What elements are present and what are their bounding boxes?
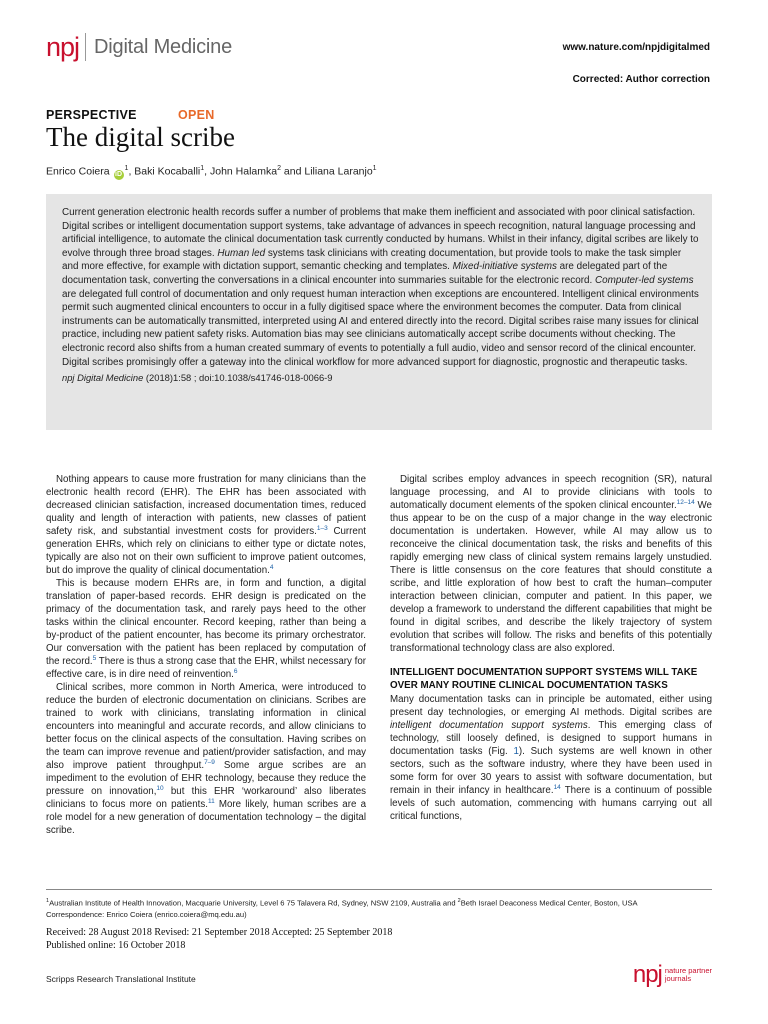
- reference-link[interactable]: 7–9: [204, 759, 215, 767]
- journal-name: Digital Medicine: [94, 36, 233, 58]
- italic-term: intelligent documentation support systems: [390, 720, 588, 732]
- journal-url-link[interactable]: www.nature.com/npjdigitalmed: [562, 42, 710, 53]
- body-left-column: [46, 473, 366, 837]
- citation-journal: npj Digital Medicine: [62, 372, 144, 384]
- reference-link[interactable]: 11: [207, 798, 215, 806]
- abstract-segment: systems task clinicians with creating documentation, but provide tools to make the task simpler and more effective, for example with dictation support, semantic checking and templates.: [62, 247, 682, 273]
- abstract-italic: Computer-led systems: [594, 274, 694, 286]
- npj-logo-text: npj: [632, 961, 662, 988]
- body-paragraph: [46, 577, 366, 681]
- reference-link[interactable]: 14: [553, 784, 561, 792]
- affiliation-text: Australian Institute of Health Innovation, Macquarie University, Level 6 75 Talavera Rd, Sydney, NSW 2109, Australia and: [49, 898, 458, 908]
- abstract-text: [62, 206, 700, 369]
- figure-link[interactable]: 1: [513, 746, 519, 758]
- text: More likely, human scribes are a role model for a new generation of documentation technology – the digital scribe.: [46, 799, 366, 837]
- text: Nothing appears to cause more frustration for many clinicians than the electronic health record (EHR). The EHR has been associated with decreased clinician satisfaction, increased documentation times, reduced quality and length of interaction with patients, new classes of patient safety risk, and substantial investment costs for providers.: [46, 474, 366, 538]
- abstract-italic: Human led: [217, 247, 266, 259]
- text: Clinical scribes, more common in North America, were introduced to reduce the burden of electronic documentation on clinicians. Scribes are trained to work with clinicians, translating information in clinical encounters into meaningful and accurate records, and allow clinicians to better focus on the clinical aspects of the consultation. Having scribes on the team can improve revenue and patient/provider satisfaction, and may also improve patient throughput.: [46, 682, 366, 772]
- logo-divider: [85, 33, 86, 61]
- author-name[interactable]: Enrico Coiera: [46, 165, 110, 178]
- author-list: [46, 165, 377, 180]
- author-name[interactable]: , Baki Kocaballi: [128, 165, 201, 178]
- footnote-divider: [46, 889, 712, 890]
- text: ). Such systems are well known in other sectors, such as the software industry, where they have been used in some form for over 30 years to assist with software documentation, but remain in their infancy in healthcare.: [390, 746, 713, 797]
- publication-dates: [46, 926, 392, 952]
- section-heading: INTELLIGENT DOCUMENTATION SUPPORT SYSTEMS WILL TAKE OVER MANY ROUTINE CLINICAL DOCUMENTATION TASKS: [390, 667, 698, 691]
- affiliation-line: [46, 896, 718, 909]
- affiliation-num: 2: [457, 898, 461, 904]
- orcid-icon[interactable]: iD: [115, 170, 123, 178]
- author-name[interactable]: and Liliana Laranjo: [281, 165, 373, 178]
- reference-link[interactable]: 5: [92, 654, 97, 662]
- affiliations-footnote: [46, 896, 718, 920]
- affiliation-ref: 2: [277, 165, 282, 172]
- reference-link[interactable]: 4: [269, 563, 274, 571]
- abstract-segment: are delegated part of the documentation task, converting the conversations in a clinical encounter into summaries suitable for the electronic record.: [62, 261, 668, 286]
- text: . This emerging class of technology, still loosely defined, is designed to support humans in documentation tasks (Fig.: [390, 720, 713, 758]
- article-title: The digital scribe: [46, 122, 235, 152]
- partner-line: nature partner: [664, 965, 712, 975]
- citation-doi[interactable]: (2018)1:58 ; doi:10.1038/s41746-018-0066-9: [143, 372, 333, 384]
- abstract-segment: Current generation electronic health records suffer a number of problems that make them inefficient and associated with poor clinical satisfaction. Digital scribes or intelligent documentation support systems, take advantage of advances in speech recognition, natural language processing and artificial intelligence, to automate the clinical documentation task currently conducted by humans. Whilst in their infancy, digital scribes are likely to evolve through three broad stages.: [62, 207, 699, 259]
- author-name[interactable]: , John Halamka: [204, 165, 278, 178]
- abstract-italic: Mixed-initiative systems: [452, 261, 557, 273]
- citation-line: [62, 371, 700, 385]
- text: This is because modern EHRs are, in form and function, a digital translation of paper-based records. EHR design is predicated on the primacy of the documentation task, and rarely pays heed to the other tasks within the clinical encounter. Record keeping, rather than being a by-product of the patient encounter, has become its primary orchestrator. Our conversation with the patient has been replaced by computation of the record.: [46, 578, 366, 668]
- text: but this EHR ‘workaround’ also liberates clinicians to focus more on patients.: [46, 786, 366, 811]
- text: Digital scribes employ advances in speech recognition (SR), natural language processing, and AI to provide clinicians with tools to automatically document elements of the spoken clinical encounter.: [390, 474, 712, 512]
- published-date: Published online: 16 October 2018: [46, 940, 186, 951]
- text: There is a continuum of possible levels of such automation, commencing with humans carrying out all critical functions,: [390, 785, 713, 823]
- reference-link[interactable]: 12–14: [676, 498, 695, 506]
- body-right-column: [390, 473, 712, 823]
- npj-partner-logo[interactable]: [633, 963, 712, 987]
- text: Some argue scribes are an impediment to the evolution of EHR technology, because they reduce the pressure on innovation,: [46, 760, 366, 798]
- affiliation-ref: 1: [124, 165, 129, 172]
- text: Current generation EHRs, which rely on clinicians to either type or dictate notes, typically are also not on their own sufficient to improve patient outcomes, but do improve the quality of clinical documentation.: [46, 526, 366, 577]
- body-paragraph: [390, 693, 712, 823]
- partner-journals-text: [665, 967, 712, 984]
- publisher-name: Scripps Research Translational Institute: [46, 974, 196, 984]
- reference-link[interactable]: 10: [156, 785, 164, 793]
- reference-link[interactable]: 6: [233, 667, 238, 675]
- text: We thus appear to be on the cusp of a major change in the way electronic documentation is undertaken. However, while AI may allow us to reconceive the clinical documentation task, the risks and benefits of this rapidly emerging new class of clinical system remains largely unstudied. There is little consensus on the core features that should constitute a scribe, and little exploration of how best to craft the human–computer interaction between clinician, computer and patient. In this paper, we develop a framework to understand the different capabilities that might be found in digital scribes, and describe the likely trajectory of system evolution that scribes will follow. The risks and benefits of this potentially transformational technology class are also explored.: [390, 500, 712, 655]
- correction-notice[interactable]: Corrected: Author correction: [572, 74, 710, 85]
- reference-link[interactable]: 1–3: [316, 524, 328, 532]
- affiliation-ref: 1: [372, 165, 377, 172]
- body-paragraph: [46, 473, 366, 577]
- body-paragraph: [390, 473, 712, 655]
- body-paragraph: [46, 681, 366, 837]
- abstract-segment: are delegated full control of documentation and only request human interaction when exceptions are encountered. Intelligent clinical environments permit such augmented clinical encounters to occur in a fully digitised space where the environment becomes the computer. Data from clinical instruments can be automatically transmitted, interpreted using AI and entered directly into the record. Digital scribes raise many issues for clinical practice, including new patient safety risks. Automation bias may see clinicians automatically accept scribe documents without checking. The electronic record also shifts from a human created summary of events to potentially a full audio, video and sensor record of the clinical encounter. Digital scribes promisingly offer a gateway into the clinical workflow for more advanced support for diagnostic, prognostic and therapeutic tasks.: [62, 288, 699, 368]
- text: Many documentation tasks can in principle be automated, either using present day technologies, or emerging AI methods. Digital scribes are: [390, 694, 712, 719]
- open-access-badge: OPEN: [178, 108, 215, 122]
- received-dates: Received: 28 August 2018 Revised: 21 September 2018 Accepted: 25 September 2018: [46, 927, 393, 938]
- abstract-box: [46, 194, 712, 430]
- journal-logo[interactable]: [46, 32, 232, 62]
- affiliation-ref: 1: [200, 165, 205, 172]
- article-type: PERSPECTIVE: [46, 108, 137, 122]
- npj-logo-text: npj: [46, 32, 80, 62]
- partner-line: journals: [664, 974, 692, 983]
- affiliation-text: Beth Israel Deaconess Medical Center, Boston, USA: [460, 898, 638, 908]
- affiliation-num: 1: [46, 898, 50, 904]
- text: There is thus a strong case that the EHR, whilst necessary for effective care, is in dire need of reinvention.: [46, 656, 366, 681]
- correspondence-line[interactable]: Correspondence: Enrico Coiera (enrico.coiera@mq.edu.au): [46, 909, 247, 919]
